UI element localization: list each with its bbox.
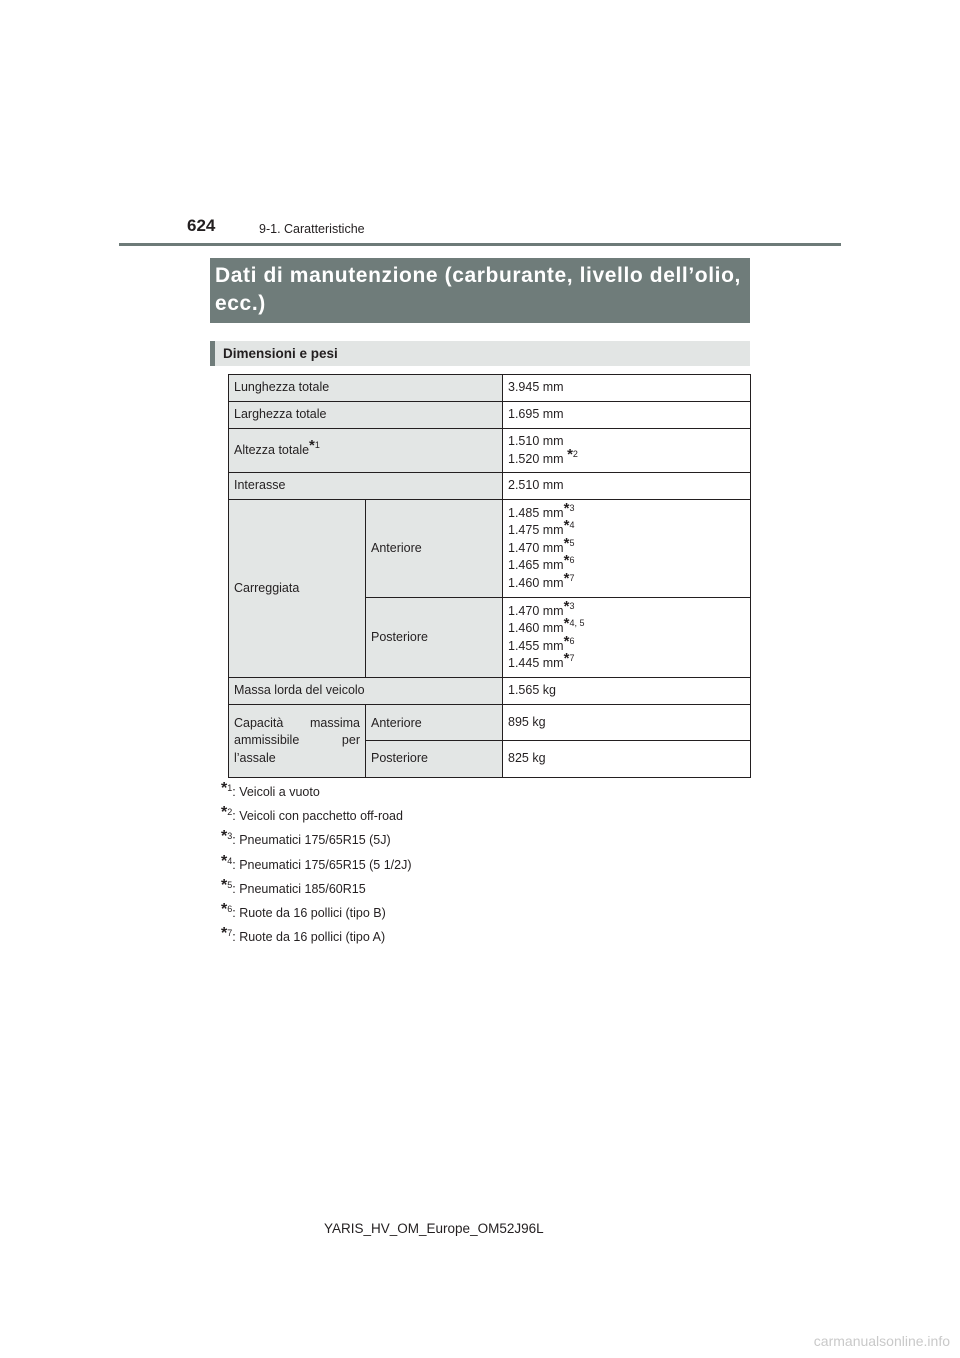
asterisk-mark: * (221, 804, 228, 822)
value-line (508, 534, 745, 558)
value-text: 1.470 mm (508, 540, 564, 555)
footnote-ref: 4 (569, 520, 575, 531)
asterisk-mark: * (563, 650, 570, 667)
footnote-text: : Ruote da 16 pollici (tipo B) (232, 905, 386, 920)
asterisk-mark: * (563, 499, 570, 517)
asterisk-mark: * (567, 445, 573, 463)
label-line: l’assale (234, 750, 276, 765)
footnote-item (221, 876, 412, 903)
row-value: 2.510 mm (503, 473, 751, 500)
footnote-number: 3 (227, 831, 233, 842)
header-rule (119, 243, 841, 246)
footnote-ref: 5 (569, 537, 575, 548)
section-title: Dati di manutenzione (carburante, livello dell’olio, ecc.) (215, 264, 741, 315)
asterisk-mark: * (221, 780, 228, 797)
value-line (508, 433, 745, 451)
row-sublabel: Anteriore (366, 705, 503, 741)
row-label: Carreggiata (229, 500, 366, 678)
section-reference: 9-1. Caratteristiche (259, 222, 365, 236)
footnote-item (221, 852, 412, 879)
footnote-item (221, 900, 412, 927)
asterisk-mark: * (309, 436, 315, 454)
asterisk-mark: * (221, 828, 228, 846)
footnotes-list (221, 782, 412, 951)
row-value: 1.565 kg (503, 678, 751, 705)
footnote-ref: 3 (569, 502, 575, 513)
value-text: 1.470 mm (508, 603, 564, 618)
asterisk-mark: * (221, 876, 228, 894)
footnote-ref: 3 (569, 600, 575, 611)
page-number: 624 (187, 216, 216, 235)
footnote-text: : Pneumatici 175/65R15 (5 1/2J) (232, 857, 412, 872)
footnote-item (221, 806, 412, 830)
row-value: 3.945 mm (503, 375, 751, 402)
row-sublabel: Posteriore (366, 598, 503, 678)
footnote-text: : Pneumatici 175/65R15 (5J) (232, 833, 391, 848)
footnote-item (221, 782, 412, 806)
value-text: 1.455 mm (508, 638, 564, 653)
footnote-number: 7 (227, 928, 233, 939)
value-line (508, 569, 745, 593)
asterisk-mark: * (563, 552, 570, 570)
footnote-ref: 4, 5 (569, 618, 585, 628)
footnote-ref: 7 (569, 653, 575, 663)
asterisk-mark: * (563, 597, 570, 615)
asterisk-mark: * (563, 632, 570, 650)
footnote-number: 1 (227, 783, 233, 793)
value-line (508, 445, 745, 469)
value-text: 1.460 mm (508, 621, 564, 635)
row-sublabel: Posteriore (366, 741, 503, 778)
row-value: 1.695 mm (503, 402, 751, 429)
row-label-text: Altezza totale (234, 442, 310, 457)
value-line (508, 552, 745, 575)
row-value: 895 kg (503, 705, 751, 741)
subheading-text: Dimensioni e pesi (223, 346, 338, 361)
footnote-text: : Veicoli con pacchetto off-road (232, 809, 403, 824)
table-row (229, 402, 751, 429)
value-line (508, 650, 745, 673)
footnote-item (221, 927, 412, 951)
subheading-accent-bar (210, 341, 215, 366)
footnote-ref: 1 (314, 439, 320, 450)
label-line: Capacità massima (234, 715, 360, 730)
footnote-item (221, 830, 412, 854)
table-row (229, 429, 751, 473)
footnote-number: 5 (227, 879, 233, 890)
value-text: 1.475 mm (508, 523, 564, 538)
value-text: 1.485 mm (508, 505, 564, 520)
value-text: 1.510 mm (508, 434, 564, 448)
subheading-box (210, 341, 750, 366)
row-label (229, 705, 366, 778)
footnote-number: 2 (227, 807, 233, 818)
footnote-text: : Ruote da 16 pollici (tipo A) (232, 930, 386, 945)
footnote-number: 6 (227, 903, 233, 914)
asterisk-mark: * (563, 534, 570, 552)
row-value (503, 500, 751, 598)
table-row (229, 678, 751, 705)
row-label: Massa lorda del veicolo (229, 678, 503, 705)
table-row (229, 705, 751, 741)
asterisk-mark: * (221, 852, 228, 870)
row-value (503, 429, 751, 473)
footnote-ref: 7 (569, 572, 575, 583)
value-text: 1.520 mm (508, 451, 568, 466)
footnote-text: : Veicoli a vuoto (232, 785, 320, 799)
asterisk-mark: * (563, 569, 570, 587)
watermark: carmanualsonline.info (813, 1333, 950, 1349)
footnote-number: 4 (227, 855, 233, 866)
table-row (229, 473, 751, 500)
value-text: 1.465 mm (508, 558, 564, 573)
value-line (508, 597, 745, 621)
table-row (229, 500, 751, 598)
asterisk-mark: * (221, 900, 228, 918)
document-footer: YARIS_HV_OM_Europe_OM52J96L (324, 1221, 544, 1236)
value-line (508, 632, 745, 656)
row-sublabel: Anteriore (366, 500, 503, 598)
value-text: 1.445 mm (508, 656, 564, 670)
row-value (503, 598, 751, 678)
label-line: ammissibile per (234, 733, 360, 748)
asterisk-mark: * (221, 925, 228, 943)
row-label: Lunghezza totale (229, 375, 503, 402)
footnote-ref: 6 (569, 555, 575, 566)
value-line (508, 499, 745, 523)
row-label (229, 429, 503, 473)
dimensions-weights-table (228, 374, 751, 778)
row-label: Larghezza totale (229, 402, 503, 429)
value-line (508, 517, 745, 540)
asterisk-mark: * (563, 615, 570, 632)
asterisk-mark: * (563, 517, 570, 535)
section-title-box (210, 258, 750, 323)
row-value: 825 kg (503, 741, 751, 778)
row-label: Interasse (229, 473, 503, 500)
value-text: 1.460 mm (508, 575, 564, 590)
table-row (229, 375, 751, 402)
footnote-text: : Pneumatici 185/60R15 (232, 881, 366, 896)
footnote-ref: 6 (569, 635, 575, 646)
footnote-ref: 2 (572, 448, 578, 459)
value-line (508, 615, 745, 638)
